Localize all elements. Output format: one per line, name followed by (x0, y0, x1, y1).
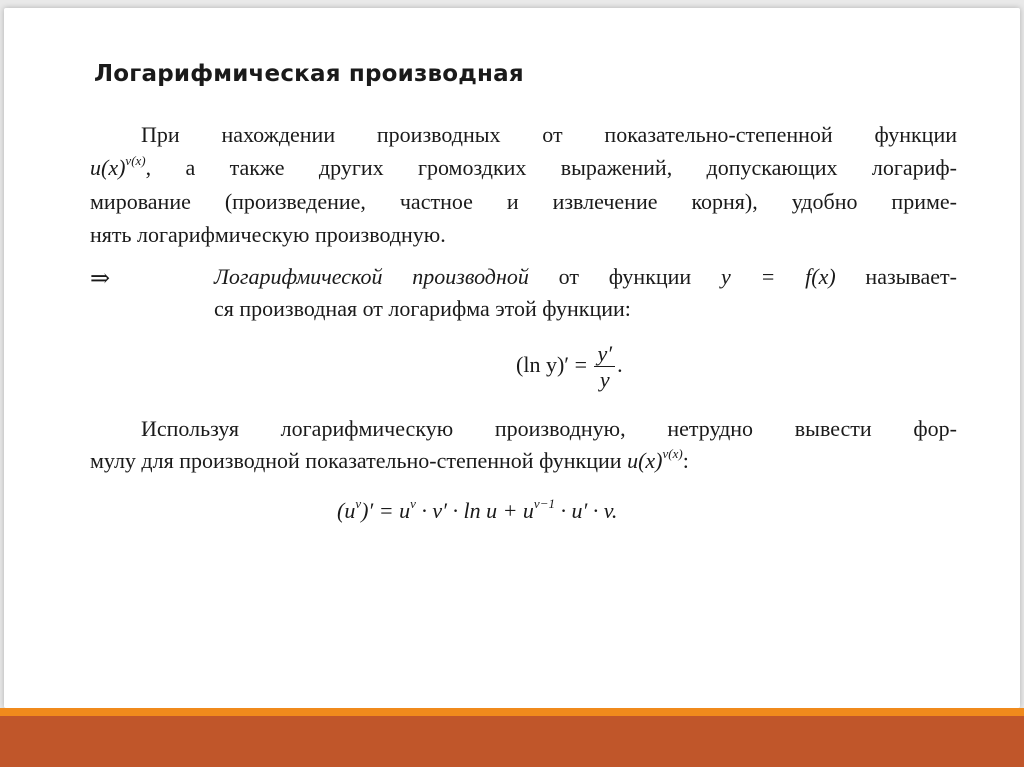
formula-2-sup-3: v−1 (533, 495, 555, 511)
formula-1-lhs: (ln y)′ = (516, 351, 587, 377)
exponent-v-of-x: v(x) (125, 152, 146, 168)
paragraph-2-line-2-text: мулу для производной показательно-степенной функции (90, 448, 622, 473)
paragraph-1-line-3: мирование (произведение, частное и извлечение корня), удобно приме- (90, 189, 957, 214)
formula-log-derivative (516, 341, 623, 393)
formula-2-part-open: (u (337, 498, 356, 523)
definition-end: называет- (865, 264, 957, 289)
definition-text: от функции (558, 264, 692, 289)
paragraph-1-line-4: нять логарифмическую производную. (90, 222, 446, 247)
accent-band-thick (0, 716, 1024, 767)
exponent-v-of-x-2: v(x) (662, 445, 683, 461)
formula-2-part-b: · v′ · ln u + u (415, 498, 534, 523)
formula-1-numerator: y′ (594, 341, 615, 367)
formula-2-part-c: · u′ · v. (554, 498, 618, 523)
paragraph-1-line-2 (90, 152, 957, 180)
formula-power-exponential-derivative (337, 495, 618, 524)
definition-term: Логарифмической производной (214, 264, 529, 289)
formula-1-denominator: y (599, 367, 610, 393)
paragraph-2-colon: : (682, 448, 689, 473)
paragraph-1-line-2-text: , а также других громоздких выражений, допускающих логариф- (145, 155, 957, 180)
function-u-of-x: u(x) (90, 155, 126, 180)
slide-title: Логарифмическая производная (94, 61, 524, 87)
paragraph-2-line-2 (90, 445, 689, 473)
implication-arrow: ⇒ (90, 266, 111, 292)
definition-line-1 (214, 266, 957, 288)
formula-1-end: . (617, 351, 623, 377)
paragraph-1-line-1: При нахождении производных от показательно-степенной функции (141, 122, 957, 147)
function-u-of-x-2: u(x) (627, 448, 663, 473)
accent-band-thin (0, 708, 1024, 716)
formula-2-part-a: )′ = u (361, 498, 411, 523)
definition-math: y = f(x) (720, 264, 836, 289)
formula-1-fraction (594, 341, 615, 393)
slide (4, 8, 1020, 708)
definition-line-2: ся производная от логарифма этой функции: (214, 296, 631, 321)
paragraph-2-line-1: Используя логарифмическую производную, нетрудно вывести фор- (141, 416, 957, 441)
formula-2-sup-2: v (410, 495, 416, 511)
formula-2-sup-1: v (355, 495, 362, 511)
